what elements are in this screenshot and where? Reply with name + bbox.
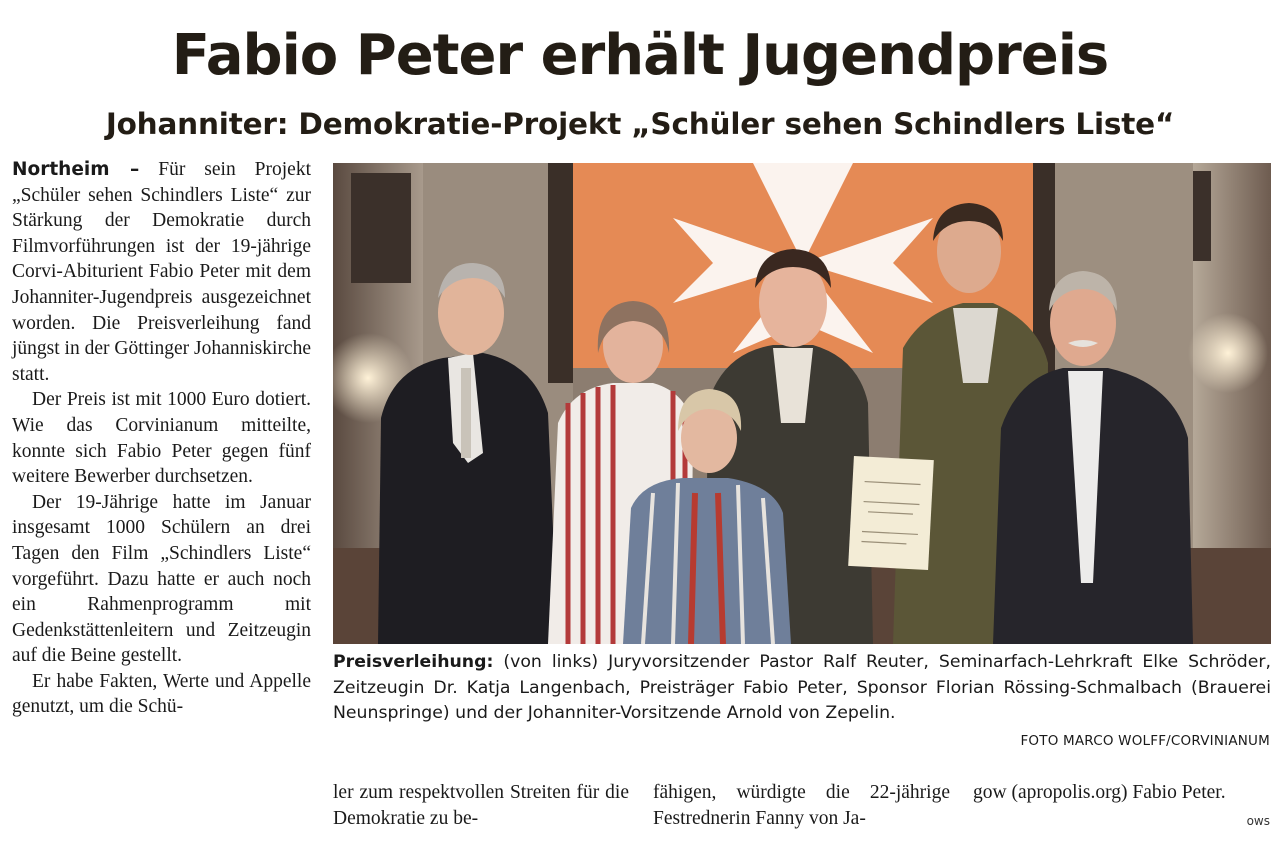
column-2-text: ler zum respektvollen Streiten für die Demokratie zu be- bbox=[333, 782, 629, 829]
column-4-text: gow (apropolis.org) Fabio Peter. bbox=[973, 782, 1226, 803]
paragraph-3: Der 19-Jährige hatte im Januar insgesamt 1000 Schülern an drei Tagen den Film „Schindlers Liste“ vorgeführt. Dazu hatte er auch noch ein Rahmenprogramm mit Gedenkstättenleitern und Zeitzeugin auf die Beine gestellt. bbox=[12, 491, 311, 667]
caption-lead: Preisverleihung: bbox=[333, 652, 494, 672]
author-signature: ows bbox=[1246, 814, 1270, 828]
paragraph-2: Der Preis ist mit 1000 Euro dotiert. Wie das Corvinianum mitteilte, konnte sich Fabio Peter gegen fünf weitere Bewerber durchsetzen. bbox=[12, 389, 311, 488]
paragraph-1 bbox=[12, 157, 311, 387]
photo-caption bbox=[333, 650, 1271, 727]
photo-illustration bbox=[333, 163, 1271, 644]
dateline: Northeim – bbox=[12, 159, 140, 180]
article-column-4 bbox=[973, 780, 1270, 806]
certificate-document bbox=[848, 456, 934, 570]
paragraph-1-text: Für sein Projekt „Schüler sehen Schindlers Liste“ zur Stärkung der Demokratie durch Filmvorführungen ist der 19-jährige Corvi-Abiturient Fabio Peter mit dem Johanniter-Jugendpreis ausgezeichnet worden. Die Preisverleihung fand jüngst in der Göttinger Johanniskirche statt. bbox=[12, 159, 311, 385]
subheadline: Johanniter: Demokratie-Projekt „Schüler sehen Schindlers Liste“ bbox=[105, 107, 1175, 141]
photo-credit: FOTO MARCO WOLFF/CORVINIANUM bbox=[1020, 733, 1270, 749]
article-column-1 bbox=[12, 157, 311, 720]
caption-text: (von links) Juryvorsitzender Pastor Ralf Reuter, Seminarfach-Lehrkraft Elke Schröder, Zeitzeugin Dr. Katja Langenbach, Preisträger Fabio Peter, Sponsor Florian Rössing-Schmalbach (Brauerei Neunspringe) und der Johanniter-Vorsitzende Arnold von Zepelin. bbox=[333, 652, 1271, 723]
headline: Fabio Peter erhält Jugendpreis bbox=[171, 23, 1109, 88]
article-column-2 bbox=[333, 780, 629, 831]
article-column-3 bbox=[653, 780, 950, 831]
column-3-text: fähigen, würdigte die 22-jährige Festrednerin Fanny von Ja- bbox=[653, 782, 950, 829]
award-ceremony-photo bbox=[333, 163, 1271, 644]
paragraph-4: Er habe Fakten, Werte und Appelle genutzt, um die Schü- bbox=[12, 670, 311, 718]
